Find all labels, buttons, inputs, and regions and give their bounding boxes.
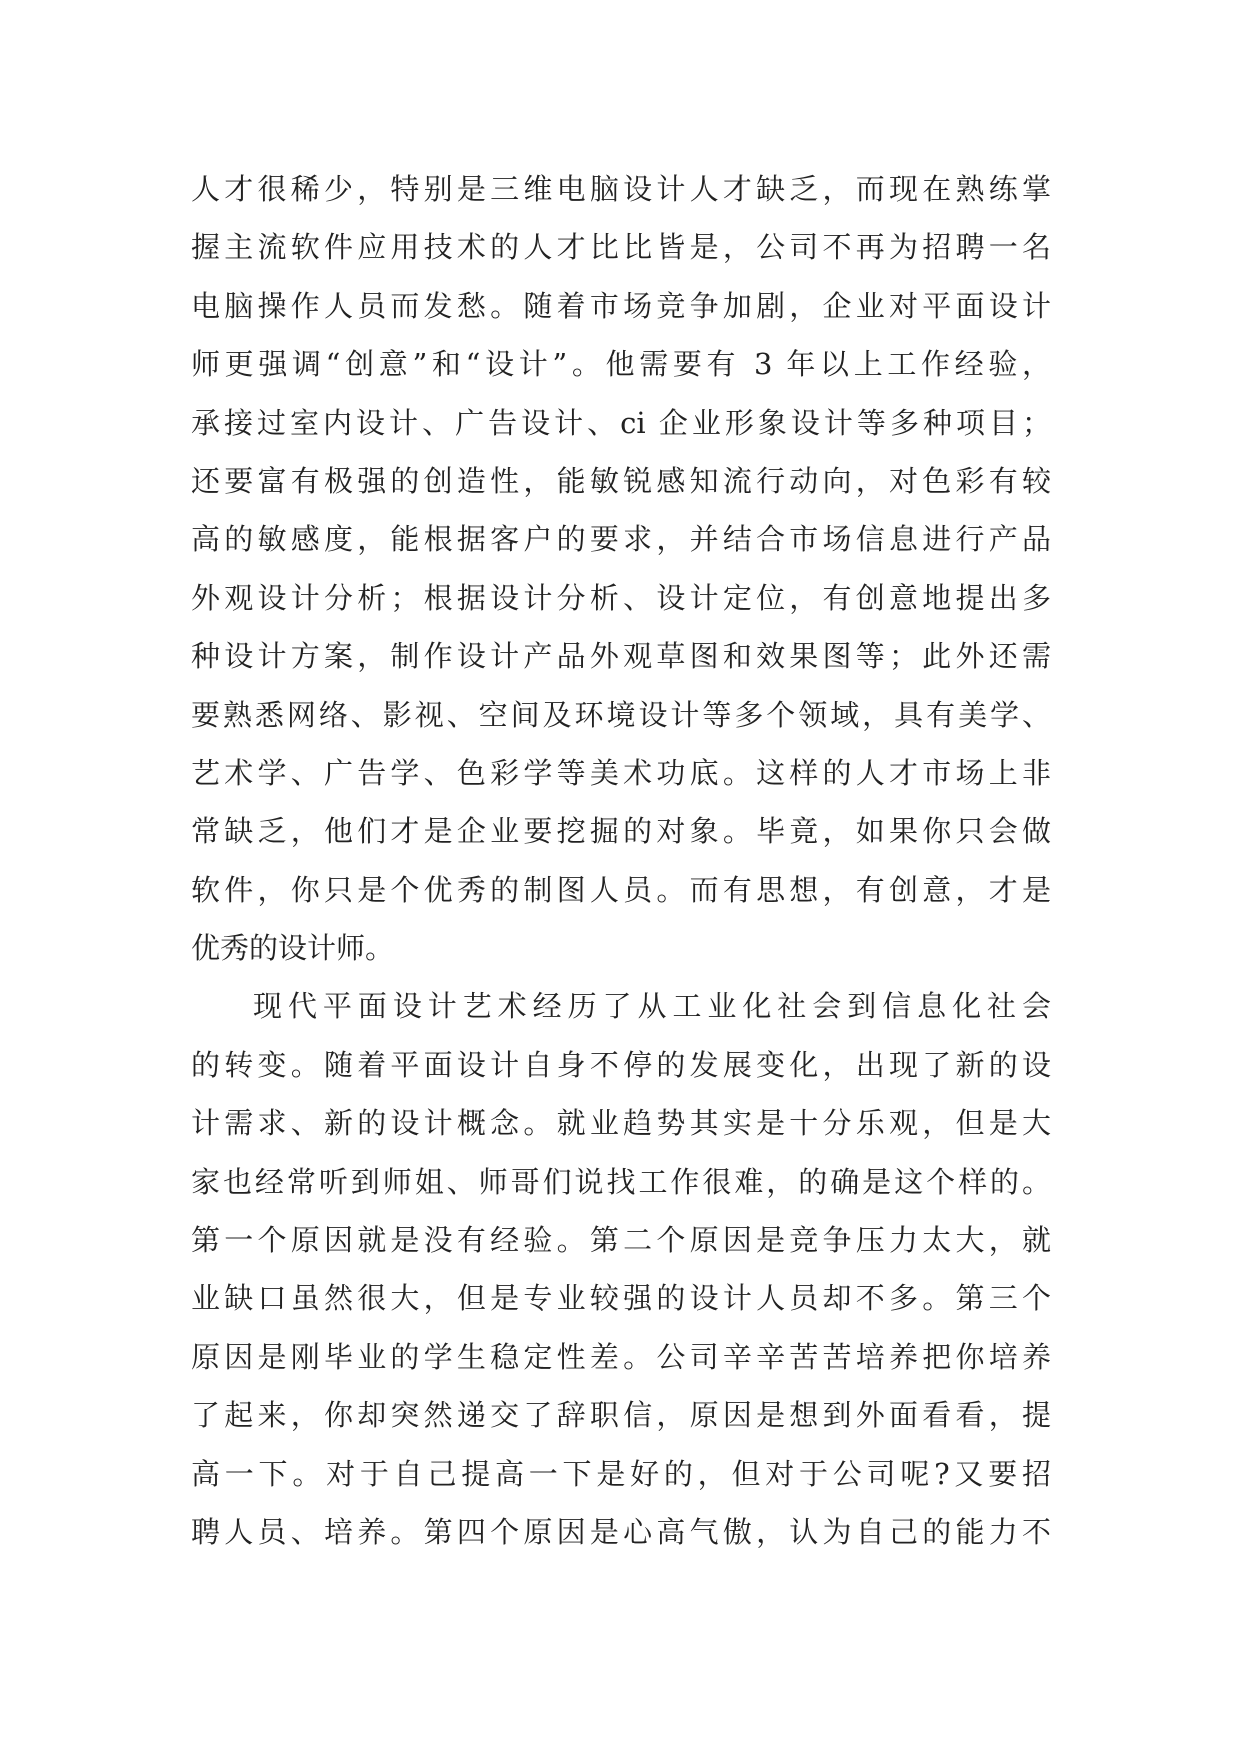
text-line: 家也经常听到师姐、师哥们说找工作很难，的确是这个样的。: [191, 1164, 1051, 1199]
text-line: 艺术学、广告学、色彩学等美术功底。这样的人才市场上非: [191, 755, 1051, 790]
text-line: 第一个原因就是没有经验。第二个原因是竞争压力太大，就: [191, 1223, 1051, 1258]
text-line: 电脑操作人员而发愁。随着市场竞争加剧，企业对平面设计: [191, 288, 1051, 323]
text-line: 优秀的设计师。: [191, 931, 395, 966]
text-line: 外观设计分析；根据设计分析、设计定位，有创意地提出多: [191, 580, 1051, 615]
text-line: 承接过室内设计、广告设计、ci 企业形象设计等多种项目；: [191, 405, 1051, 440]
paragraph: [191, 160, 1051, 977]
text-line: 聘人员、培养。第四个原因是心高气傲，认为自己的能力不: [191, 1514, 1051, 1549]
text-line: 握主流软件应用技术的人才比比皆是，公司不再为招聘一名: [191, 230, 1051, 265]
text-line: 高一下。对于自己提高一下是好的，但对于公司呢?又要招: [191, 1456, 1051, 1491]
text-line: 高的敏感度，能根据客户的要求，并结合市场信息进行产品: [191, 522, 1051, 557]
text-line: 要熟悉网络、影视、空间及环境设计等多个领域，具有美学、: [191, 697, 1051, 732]
text-line: 人才很稀少，特别是三维电脑设计人才缺乏，而现在熟练掌: [191, 172, 1051, 206]
text-line: 常缺乏，他们才是企业要挖掘的对象。毕竟，如果你只会做: [191, 814, 1051, 849]
paragraph: [191, 977, 1051, 1561]
text-line: 原因是刚毕业的学生稳定性差。公司辛辛苦苦培养把你培养: [191, 1339, 1051, 1374]
text-line: 计需求、新的设计概念。就业趋势其实是十分乐观，但是大: [191, 1106, 1051, 1141]
text-line: 的转变。随着平面设计自身不停的发展变化，出现了新的设: [191, 1047, 1051, 1082]
text-line: 师更强调“创意”和“设计”。他需要有 3 年以上工作经验，: [191, 347, 1051, 382]
text-line: 种设计方案，制作设计产品外观草图和效果图等；此外还需: [191, 639, 1051, 674]
text-line: 了起来，你却突然递交了辞职信，原因是想到外面看看，提: [191, 1398, 1051, 1433]
text-line: 现代平面设计艺术经历了从工业化社会到信息化社会: [253, 989, 1051, 1024]
text-line: 业缺口虽然很大，但是专业较强的设计人员却不多。第三个: [191, 1281, 1051, 1316]
text-line: 软件，你只是个优秀的制图人员。而有思想，有创意，才是: [191, 872, 1051, 907]
text-line: 还要富有极强的创造性，能敏锐感知流行动向，对色彩有较: [191, 463, 1051, 498]
body-text: [191, 160, 1051, 1561]
